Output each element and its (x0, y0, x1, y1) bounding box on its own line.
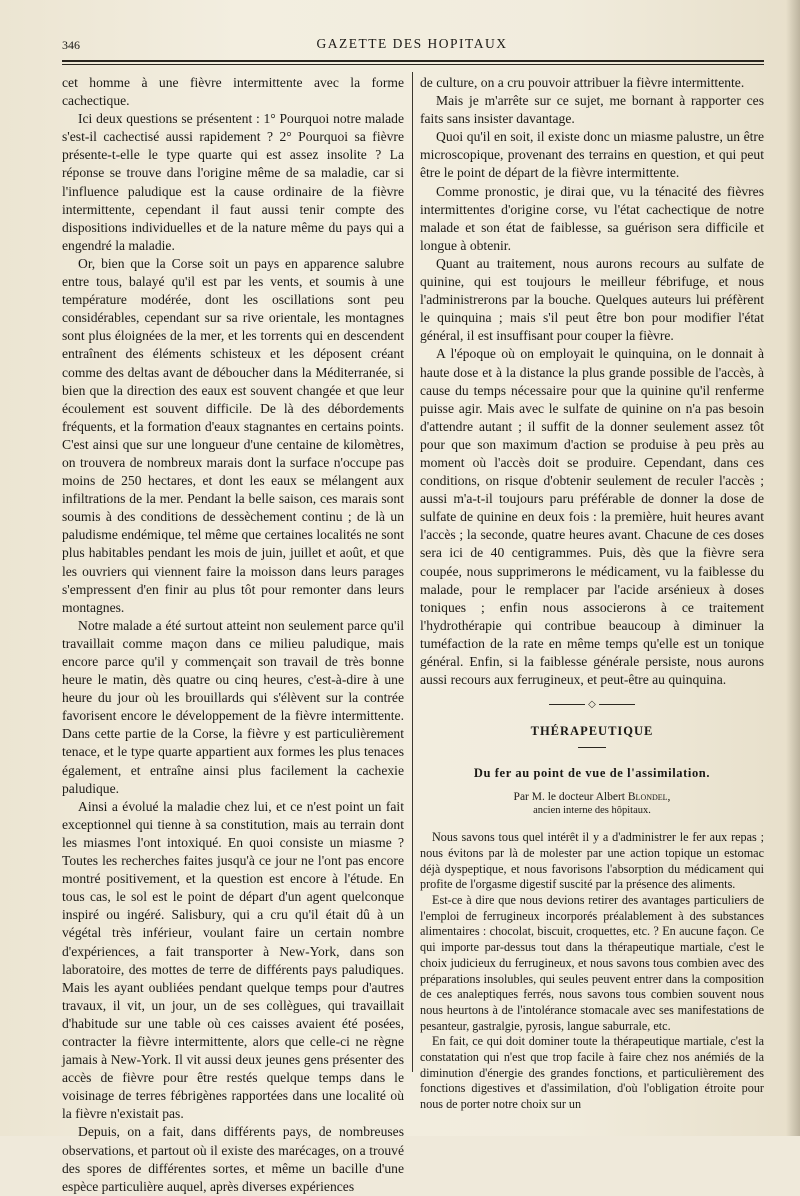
byline-author: Blondel, (627, 791, 671, 804)
journal-title: GAZETTE DES HOPITAUX (316, 36, 508, 51)
article-title: Du fer au point de vue de l'assimilation. (473, 766, 711, 781)
column-divider (412, 72, 413, 1072)
left-column (62, 74, 404, 1196)
paragraph: Quant au traitement, nous aurons recours au sulfate de quinine, qui est toujours le meilleur fébrifuge, et nous l'administrerons par la bouche. Quelques auteurs lui préfèrent le quinquina ; mais s'il peut être bon pour modifier l'état général, il est insuffisant pour couper la fièvre. (420, 255, 764, 344)
paragraph: cet homme à une fièvre intermittente avec la forme cachectique. (62, 75, 404, 109)
paragraph: Quoi qu'il en soit, il existe donc un miasme palustre, un être microscopique, provenant des terrains en question, et qui peut être le point de départ de la fièvre intermittente. (420, 129, 764, 181)
paragraph: Est-ce à dire que nous devions retirer des avantages particuliers de l'emploi de ferrugineux incorporés préalablement à des substances alimentaires : chocolat, biscuit, croquettes, etc. ? En aucune façon. Ce qui importe par-dessus tout dans la thérapeutique martiale, c'est le choix judicieux du ferrugineux, et nous savons tous combien avec des préparations insolubles, qui seules peuvent entrer dans la composition de ces analeptiques ferrés, nous savons tous combien souvent nous nous heurtons à de l'intolérance stomacale avec ses manifestations de pesanteur, gastralgie, pyrosis, langue saburrale, etc. (420, 893, 764, 1033)
section-separator: ◇ (420, 699, 764, 710)
paragraph: Comme pronostic, je dirai que, vu la ténacité des fièvres intermittentes d'origine corse, vu l'état cachectique de notre malade et son état de faiblesse, sa guérison sera difficile et longue à obtenir. (420, 183, 764, 253)
byline-prefix: Par M. le docteur Albert (513, 791, 626, 804)
paragraph: Mais je m'arrête sur ce sujet, me bornant à rapporter ces faits sans insister davantage. (420, 93, 764, 127)
article-body (420, 830, 764, 1113)
right-column (420, 74, 764, 1113)
paragraph: Ici deux questions se présentent : 1° Pourquoi notre malade s'est-il cachectisé aussi rapidement ? 2° Pourquoi sa fièvre présente-t-elle le type quarte qui est assez insolite ? La réponse se trouve dans l'origine même de sa maladie, car si l'influence paludique est la cause ordinaire de la fièvre intermittente, cependant il faut aussi tenir compte des dispositions individuelles et de la nature même du pays qui a engendré la maladie. (62, 111, 404, 253)
paragraph: En fait, ce qui doit dominer toute la thérapeutique martiale, c'est la constatation qui n'est que trop facile à faire chez nos anémiés de la diminution d'énergie des grandes fonctions, et particulièrement des fonctions digestives et d'assimilation, d'où l'obligation étroite pour nous de porter notre choix sur un (420, 1034, 764, 1112)
header-rule (62, 60, 764, 62)
paragraph: Or, bien que la Corse soit un pays en apparence salubre entre tous, balayé qu'il est par les vents, et soumis à une température modérée, dont les oscillations sont peu considérables, cependant sur sa rive orientale, les montagnes sont plus éloignées de la mer, et les torrents qui en descendent entraînent des éléments schisteux et les déposent créant comme des deltas avant de déboucher dans la Méditerranée, si bien que la direction des eaux est souvent changée et que leur écoulement est souvent difficile. De là des débordements fréquents, et la formation d'eaux stagnantes en certains points. C'est ainsi que sur une longueur d'une centaine de kilomètres, on trouvera de nombreux marais dont la surface n'occupe pas moins de 250 hectares, et dont les eaux se mélangent aux infiltrations de la mer. Pendant la belle saison, ces marais sont soumis à des conditions de dessèchement continu ; de là un paludisme endémique, tel même que certaines localités ne sont plus habitables pendant les mois de juin, juillet et août, et que les ouvriers qui viennent faire la moisson dans leurs parages s'empressent d'en finir au plus tôt pour remonter dans leurs montagnes. (62, 255, 404, 615)
paragraph: Notre malade a été surtout atteint non seulement parce qu'il travaillait comme maçon dans ce milieu paludique, mais encore parce qu'il y commençait son travail de très bonne heure le matin, dès quatre ou cinq heures, c'est-à-dire à une heure du jour où les brouillards qui s'élèvent sur la contrée favorisent encore le développement de la fièvre intermittente. Dans cette partie de la Corse, la fièvre y est particulièrement tenace, et le type quarte appartient aux formes les plus tenaces également, et entraîne ainsi plus facilement la cachexie paludique. (62, 617, 404, 796)
page-header (62, 36, 762, 58)
header-rule-thin (62, 64, 764, 65)
right-column-body (420, 74, 764, 689)
page-edge-shadow (786, 0, 800, 1136)
paragraph: Nous savons tous quel intérêt il y a d'administrer le fer aux repas ; nous évitons par là de molester par une action topique un estomac déjà dyspeptique, et nous favorisons l'absorption du médicament qui profite de l'orgasme digestif suscité par la présence des aliments. (420, 830, 764, 892)
paragraph: Depuis, on a fait, dans différents pays, de nombreuses observations, et partout où il existe des marécages, on a trouvé des spores de différentes sortes, et même un bacille d'une espèce particulière auquel, après diverses expériences (62, 1124, 404, 1194)
byline-affiliation: ancien interne des hôpitaux. (533, 805, 651, 817)
article-byline (420, 791, 764, 803)
section-rule (578, 747, 606, 748)
paragraph: Ainsi a évolué la maladie chez lui, et ce n'est point un fait exceptionnel qui tienne à sa constitution, mais au terrain dont les miasmes l'ont intoxiqué. En quoi consiste un miasme ? Toutes les recherches faites jusqu'à ce jour ne l'ont pas encore montré positivement, et la question est encore à l'étude. En tous cas, le sol est le point de départ d'un agent quelconque inspiré ou ingéré. Salisbury, qui a cru qu'il était dû à un végétal très inférieur, voulant faire un certain nombre d'expériences, a fait transporter à New-York, dans son laboratoire, des mottes de terre de différents pays paludiques. Mais les ayant oubliées pendant quelque temps pour d'autres travaux, il vit, un jour, un de ses collègues, qui travaillait d'habitude sur une table où ces caisses avaient été posées, contracter la fièvre intermittente, alors que celle-ci ne règne jamais à New-York. Il vit aussi deux jeunes gens présenter des accès de fièvre pour être restés quelque temps dans le voisinage de terres fébrigènes rapportées dans une localité où la fièvre n'existait pas. (62, 798, 404, 1122)
page-number: 346 (62, 38, 80, 52)
paragraph: A l'époque où on employait le quinquina, on le donnait à haute dose et à la distance la plus grande possible de l'accès, à cause du temps nécessaire pour que la quinine qu'il renferme puisse agir. Mais avec le sulfate de quinine on n'a pas besoin d'attendre autant ; il suffit de la donner seulement assez tôt pour que son maximum d'action se produise à peu près au moment où l'accès doit se produire. Cependant, dans ces conditions, on risque d'obtenir seulement de reculer l'accès ; aussi m'a-t-il toujours paru préférable de donner la dose de sulfate de quinine en deux fois : la première, huit heures avant l'accès ; la seconde, quatre heures avant. Chacune de ces doses sera ici de 40 centigrammes. Puis, dès que la fièvre sera coupée, nous supprimerons le médicament, vu la faiblesse du malade, pour le remplacer par l'acide arsénieux à doses toniques ; enfin nous associerons à ce traitement l'hydrothérapie qui contribue beaucoup à diminuer la tuméfaction de la rate en même temps qu'elle est un tonique général. Enfin, si la faiblesse générale persiste, nous aurons aussi recours aux ferrugineux, et peut-être au quinquina. (420, 346, 764, 688)
paragraph: de culture, on a cru pouvoir attribuer la fièvre intermittente. (420, 75, 745, 90)
section-title: THÉRAPEUTIQUE (530, 724, 654, 739)
